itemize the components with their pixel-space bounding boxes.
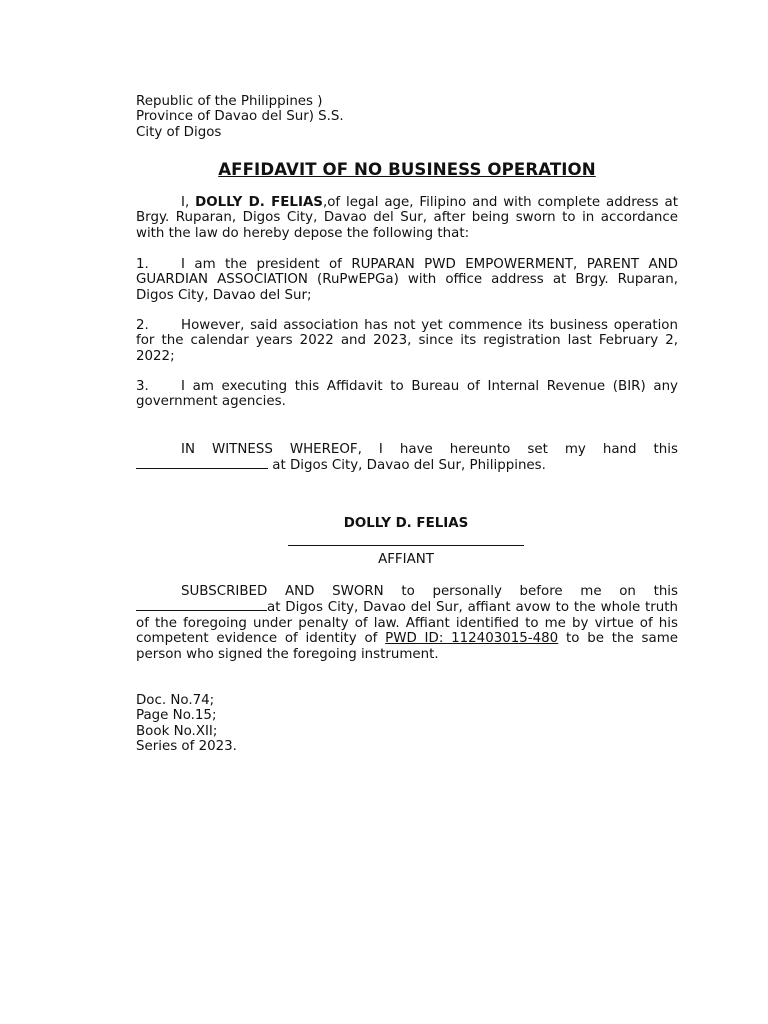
item-2 (136, 318, 678, 364)
venue-line-city: City of Digos (136, 124, 222, 140)
notarial-register (136, 693, 237, 754)
signature-name: DOLLY D. FELIAS (343, 516, 469, 531)
affiant-name-inline: DOLLY D. FELIAS (195, 195, 323, 210)
witness-place: at Digos City, Davao del Sur, Philippines. (268, 458, 546, 474)
jurat-date-blank (136, 599, 267, 611)
item-3-text: I am executing this Affidavit to Bureau of Internal Revenue (BIR) any government agencies. (136, 379, 678, 410)
witness-date-blank (136, 457, 268, 469)
intro-pre: I, (181, 195, 196, 210)
witness-paragraph (136, 442, 678, 474)
item-1-text: I am the president of RUPARAN PWD EMPOWERMENT, PARENT AND GUARDIAN ASSOCIATION (RuPwEPGa) with office address at Brgy. Ruparan, Digos City, Davao del Sur; (136, 257, 678, 303)
venue-block (136, 94, 678, 140)
document-title: AFFIDAVIT OF NO BUSINESS OPERATION (218, 160, 596, 179)
jurat-end: to be the same person who signed the foregoing instrument. (136, 631, 678, 662)
jurat-paragraph (136, 584, 678, 662)
jurat-text: at Digos City, Davao del Sur, affiant avow to the whole truth of the foregoing under penalty of law. Affiant identified to me by virtue of his competent evidence of identity of (136, 600, 678, 647)
jurat-pre: SUBSCRIBED AND SWORN to personally before me on this (181, 584, 678, 599)
page-number: Page No.15; (136, 708, 217, 724)
item-2-text: However, said association has not yet commence its business operation for the calendar years 2022 and 2023, since its registration last February 2, 2022; (136, 318, 678, 364)
intro-text: ,of legal age, Filipino and with complete address at Brgy. Ruparan, Digos City, Davao del Sur, after being sworn to in accordance with the law do hereby depose the following that: (136, 195, 678, 241)
venue-line-province: Province of Davao del Sur) S.S. (136, 109, 344, 125)
signature-label: AFFIANT (378, 552, 434, 567)
witness-text: IN WITNESS WHEREOF, I have hereunto set my hand this (181, 442, 678, 457)
pwd-id: PWD ID: 112403015-480 (385, 631, 559, 647)
book-number: Book No.XII; (136, 723, 218, 739)
signature-line (288, 545, 524, 546)
item-2-number: 2. (136, 318, 149, 333)
intro-paragraph (136, 195, 678, 241)
item-1-number: 1. (136, 257, 149, 272)
item-3-number: 3. (136, 379, 149, 394)
doc-number: Doc. No.74; (136, 693, 215, 708)
series-year: Series of 2023. (136, 738, 237, 754)
item-1 (136, 257, 678, 303)
item-3 (136, 379, 678, 410)
venue-line-republic: Republic of the Philippines ) (136, 94, 323, 109)
